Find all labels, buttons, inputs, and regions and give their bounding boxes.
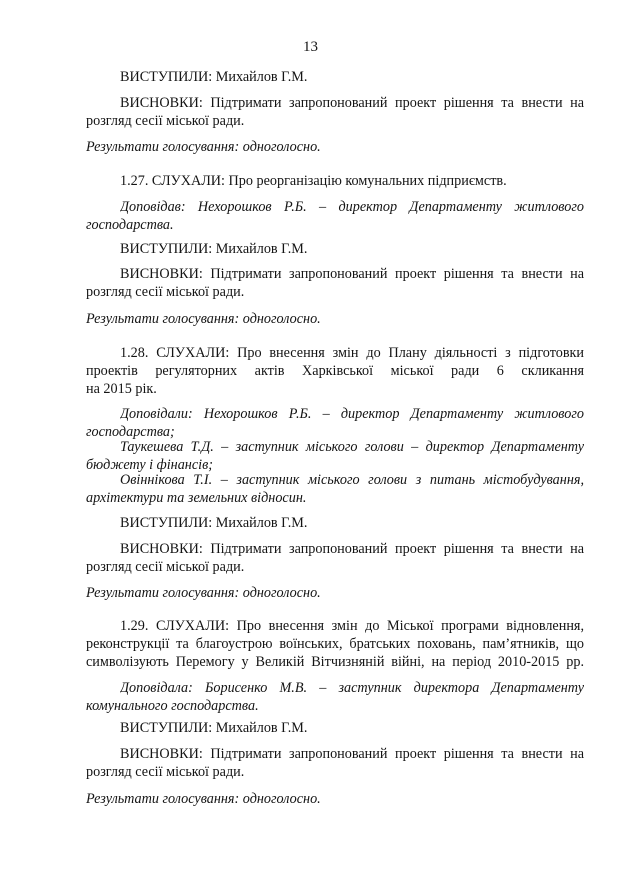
heard-line: 1.28. СЛУХАЛИ: Про внесення змін до Плану діяльності з підготовки — [120, 345, 584, 361]
conclusion-line: розгляд сесії міської ради. — [86, 113, 245, 129]
conclusion-line: ВИСНОВКИ: Підтримати запропонований проект рішення та внести на — [120, 541, 584, 557]
page-number: 13 — [303, 39, 318, 55]
reporter-line: Таукешева Т.Д. – заступник міського голови – директор Департаменту — [120, 439, 584, 455]
reporter-line: Доповідав: Нехорошков Р.Б. – директор Департаменту житлового — [120, 199, 584, 215]
conclusion-line: ВИСНОВКИ: Підтримати запропонований проект рішення та внести на — [120, 95, 584, 111]
heard-line: 1.27. СЛУХАЛИ: Про реорганізацію комунальних підприємств. — [120, 173, 507, 189]
voting-result: Результати голосування: одноголосно. — [86, 311, 321, 327]
conclusion-line: розгляд сесії міської ради. — [86, 284, 245, 300]
conclusion-line: ВИСНОВКИ: Підтримати запропонований проект рішення та внести на — [120, 746, 584, 762]
heard-line: реконструкції та благоустрою воїнських, братських поховань, пам’ятників, що — [86, 636, 584, 652]
voting-result: Результати голосування: одноголосно. — [86, 585, 321, 601]
reporter-line: архітектури та земельних відносин. — [86, 490, 307, 506]
reporter-line: комунального господарства. — [86, 698, 259, 714]
reporter-line: господарства. — [86, 217, 174, 233]
voting-result: Результати голосування: одноголосно. — [86, 139, 321, 155]
reporter-line: Доповідали: Нехорошков Р.Б. – директор Департаменту житлового — [120, 406, 584, 422]
conclusion-line: розгляд сесії міської ради. — [86, 559, 245, 575]
heard-line: символізують Перемогу у Великій Вітчизняній війні, на період 2010-2015 рр. — [86, 654, 584, 670]
heard-line: на 2015 рік. — [86, 381, 157, 397]
speakers-line: ВИСТУПИЛИ: Михайлов Г.М. — [120, 515, 308, 531]
reporter-line: Доповідала: Борисенко М.В. – заступник директора Департаменту — [120, 680, 584, 696]
reporter-line: Овіннікова Т.І. – заступник міського голови з питань містобудування, — [120, 472, 584, 488]
speakers-line: ВИСТУПИЛИ: Михайлов Г.М. — [120, 720, 308, 736]
speakers-line: ВИСТУПИЛИ: Михайлов Г.М. — [120, 241, 308, 257]
conclusion-line: розгляд сесії міської ради. — [86, 764, 245, 780]
reporter-line: господарства; — [86, 424, 175, 440]
conclusion-line: ВИСНОВКИ: Підтримати запропонований проект рішення та внести на — [120, 266, 584, 282]
speakers-line: ВИСТУПИЛИ: Михайлов Г.М. — [120, 69, 308, 85]
reporter-line: бюджету і фінансів; — [86, 457, 213, 473]
voting-result: Результати голосування: одноголосно. — [86, 791, 321, 807]
heard-line: 1.29. СЛУХАЛИ: Про внесення змін до Міської програми відновлення, — [120, 618, 584, 634]
heard-line: проектів регуляторних актів Харківської міської ради 6 скликання — [86, 363, 584, 379]
